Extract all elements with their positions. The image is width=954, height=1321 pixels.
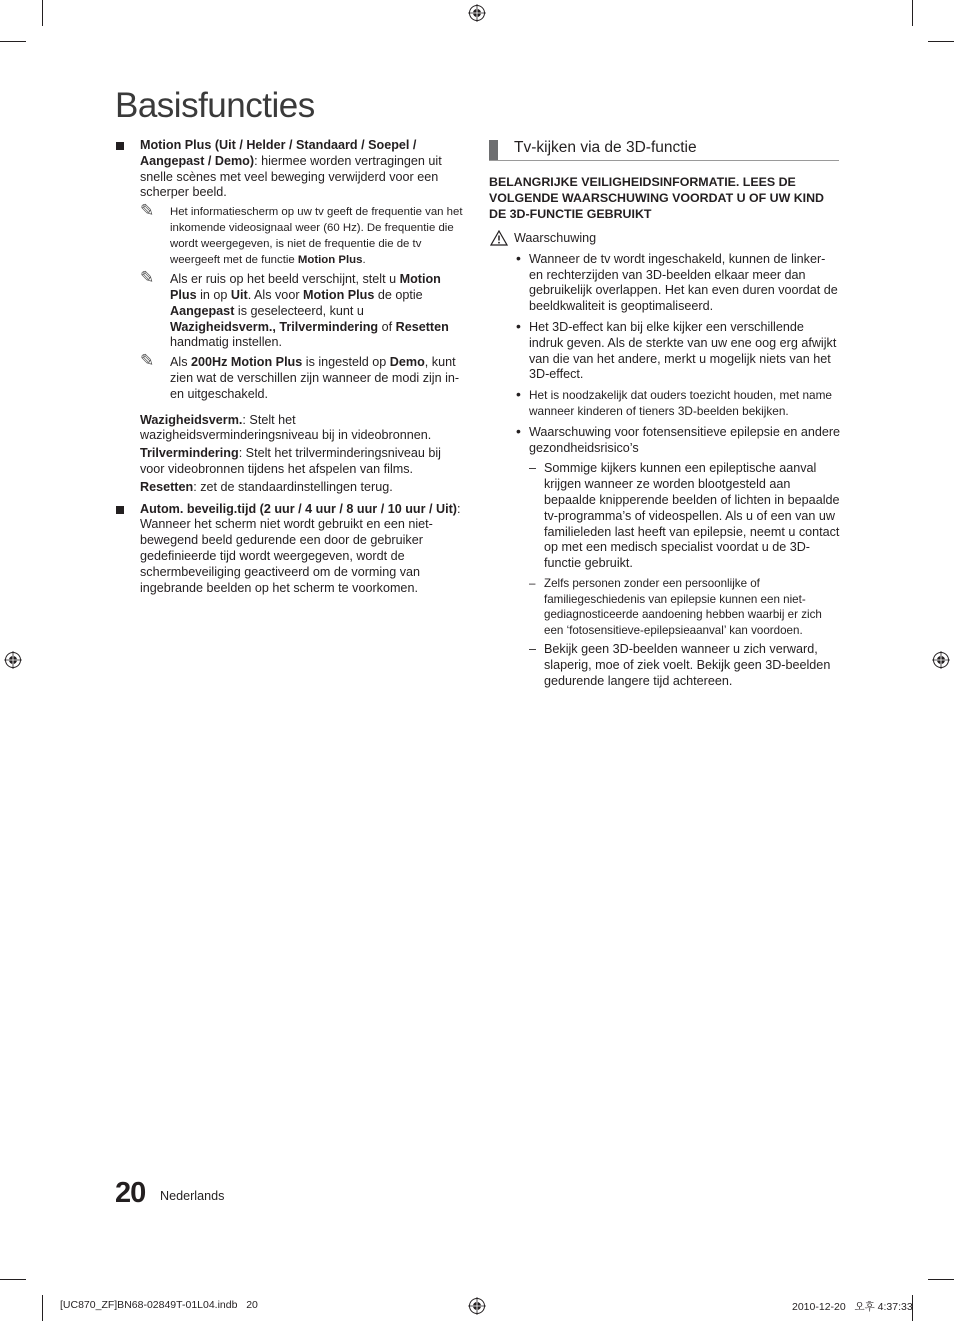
list-item: [489, 249, 841, 315]
note-frequency: [140, 201, 465, 268]
note-noise: [140, 268, 465, 351]
page-title: Basisfuncties: [115, 86, 315, 125]
right-column: [489, 138, 841, 694]
registration-mark-icon: [932, 651, 950, 669]
bullet-text: Het 3D-effect kan bij elke kijker een verschillende indruk geven. Als de sterkte van uw ene oog erg afwijkt van die van het andere, merkt u mogelijk niets van het 3D-effect.: [529, 319, 837, 382]
dash-text: Zelfs personen zonder een persoonlijke of familiegeschiedenis van epilepsie kunnen een niet-gediagnosticeerde aandoening hebben waarbij er zich een ‘fotosensitieve-epilepsieaanval’ kan voordoen.: [544, 576, 822, 637]
pencil-note-icon: ✎: [140, 268, 155, 289]
bullet-text: Waarschuwing voor fotensensitieve epilepsie en andere gezondheidsrisico’s: [529, 424, 841, 455]
note-bold: Resetten: [395, 319, 449, 334]
heading-bar: [489, 140, 498, 160]
list-item: [489, 388, 841, 420]
safety-heading: BELANGRIJKE VEILIGHEIDSINFORMATIE. LEES DE VOLGENDE WAARSCHUWING VOORDAT U OF UW KIND DE 3D-FUNCTIE GEBRUIKT: [489, 175, 824, 221]
warning-triangle-icon: [490, 230, 508, 246]
note-text: Als: [170, 355, 191, 370]
note-demo: [140, 351, 465, 402]
option-label: Wazigheidsverm.: [140, 412, 243, 427]
section-heading: [489, 138, 841, 160]
crop-mark: [0, 41, 26, 42]
square-bullet-icon: [116, 142, 124, 150]
autom-text: : Wanneer het scherm niet wordt gebruikt en een niet-bewegend beeld gedurende een door de gebruiker gedefinieerde tijd wordt weergegeven, wordt de schermbeveiliging geactiveerd om de vorming van ingebrande beelden op het scherm te voorkomen.: [140, 501, 461, 595]
dash-text: Sommige kijkers kunnen een epileptische aanval krijgen wanneer ze worden blootgesteld aan bepaalde knipperende beelden of lichten in bepaalde tv-programma’s of videospellen. Als u of een van uw familieleden last heeft van epilepsie, neemt u contact op met een medisch specialist voordat u de 3D-functie gebruikt.: [544, 461, 840, 571]
dash-item: [489, 576, 841, 638]
note-text: is geselecteerd, kunt u: [234, 303, 364, 318]
dash-item: [489, 642, 841, 689]
crop-mark: [42, 1295, 43, 1321]
list-item-autom-beveilig: [115, 502, 465, 597]
registration-mark-icon: [468, 1297, 486, 1315]
heading-rule: [489, 160, 839, 161]
option-trilvermindering: [140, 446, 465, 478]
pencil-note-icon: ✎: [140, 351, 155, 372]
dash-icon: –: [529, 461, 537, 476]
option-label: Resetten: [140, 479, 194, 494]
dash-text: Bekijk geen 3D-beelden wanneer u zich verward, slaperig, moe of ziek voelt. Bekijk geen 3D-beelden gedurende langere tijd achtereen.: [544, 642, 831, 688]
bullet-text: Het is noodzakelijk dat ouders toezicht houden, met name wanneer kinderen of tieners 3D-beelden bekijken.: [529, 388, 832, 418]
note-text: Als er ruis op het beeld verschijnt, stelt u: [170, 272, 400, 287]
crop-mark: [0, 1279, 26, 1280]
crop-mark: [928, 1279, 954, 1280]
bullet-dot-icon: •: [516, 386, 521, 403]
warning-label: [489, 231, 841, 247]
option-text: : zet de standaardinstellingen terug.: [193, 479, 393, 494]
note-bold: 200Hz Motion Plus: [191, 355, 303, 370]
note-text: in op: [196, 287, 231, 302]
note-bold: Aangepast: [170, 303, 235, 318]
print-file-info: [UC870_ZF]BN68-02849T-01L04.indb 20: [60, 1299, 258, 1311]
warning-label-text: Waarschuwing: [514, 231, 597, 245]
bullet-text: Wanneer de tv wordt ingeschakeld, kunnen de linker- en rechterzijden van 3D-beelden elkaar meer dan gebruikelijk overlappen. Het kan even duren voordat de beeldkwaliteit is geoptimaliseerd.: [529, 251, 838, 314]
note-text: Het informatiescherm op uw tv geeft de frequentie van het inkomende videosignaal weer (60 Hz). De frequentie die wordt weergegeven, is niet de frequentie die de tv weergeeft met de functie: [170, 206, 463, 267]
option-label: Trilvermindering: [140, 446, 239, 461]
note-text: handmatig instellen.: [170, 335, 283, 350]
note-text: is ingesteld op: [302, 355, 390, 370]
motion-plus-label: Motion Plus (Uit / Helder / Standaard / Soepel / Aangepast / Demo): [140, 138, 417, 168]
bullet-dot-icon: •: [516, 317, 521, 334]
registration-mark-icon: [4, 651, 22, 669]
motion-plus-text: : hiermee worden vertragingen uit snelle scènes met veel beweging verwijderd voor een scherper beeld.: [140, 153, 442, 200]
option-resetten: [140, 480, 465, 496]
note-bold: Wazigheidsverm., Trilvermindering: [170, 319, 379, 334]
section-heading-text: Tv-kijken via de 3D-functie: [514, 139, 697, 156]
list-item: [489, 317, 841, 383]
dash-icon: –: [529, 576, 536, 590]
option-wazigheidsverm: [140, 413, 465, 445]
page-number: 20: [115, 1177, 146, 1209]
square-bullet-icon: [116, 506, 124, 514]
note-bold: Demo: [389, 355, 425, 370]
print-date-info: 2010-12-20 오후 4:37:33: [792, 1301, 913, 1313]
list-item-motion-plus: [115, 138, 465, 403]
registration-mark-icon: [468, 4, 486, 22]
note-bold: Uit: [230, 287, 248, 302]
left-column: [115, 138, 465, 600]
note-bold: Motion Plus: [297, 254, 363, 267]
list-item: [489, 422, 841, 457]
note-text: , kunt zien wat de verschillen zijn wanneer de modi zijn in- en uitgeschakeld.: [170, 355, 460, 401]
crop-mark: [928, 41, 954, 42]
autom-label: Autom. beveilig.tijd (2 uur / 4 uur / 8 uur / 10 uur / Uit): [140, 501, 457, 516]
page-language: Nederlands: [160, 1189, 225, 1203]
dash-icon: –: [529, 642, 537, 657]
note-bold: Motion Plus: [303, 287, 375, 302]
bullet-dot-icon: •: [516, 422, 521, 439]
note-text: . Als voor: [247, 287, 304, 302]
bullet-dot-icon: •: [516, 249, 521, 266]
pencil-note-icon: ✎: [140, 201, 155, 222]
note-text: .: [362, 254, 366, 267]
option-text: : Stelt het wazigheidsverminderingsniveau bij in videobronnen.: [140, 412, 432, 443]
option-text: : Stelt het trilverminderingsniveau bij voor videobronnen tijdens het afspelen van films.: [140, 446, 441, 476]
note-bold: Motion Plus: [170, 272, 441, 302]
motion-plus-options: [140, 413, 465, 496]
crop-mark: [912, 0, 913, 26]
note-text: de optie: [374, 287, 423, 302]
dash-item: [489, 461, 841, 572]
note-text: of: [378, 319, 396, 334]
crop-mark: [42, 0, 43, 26]
